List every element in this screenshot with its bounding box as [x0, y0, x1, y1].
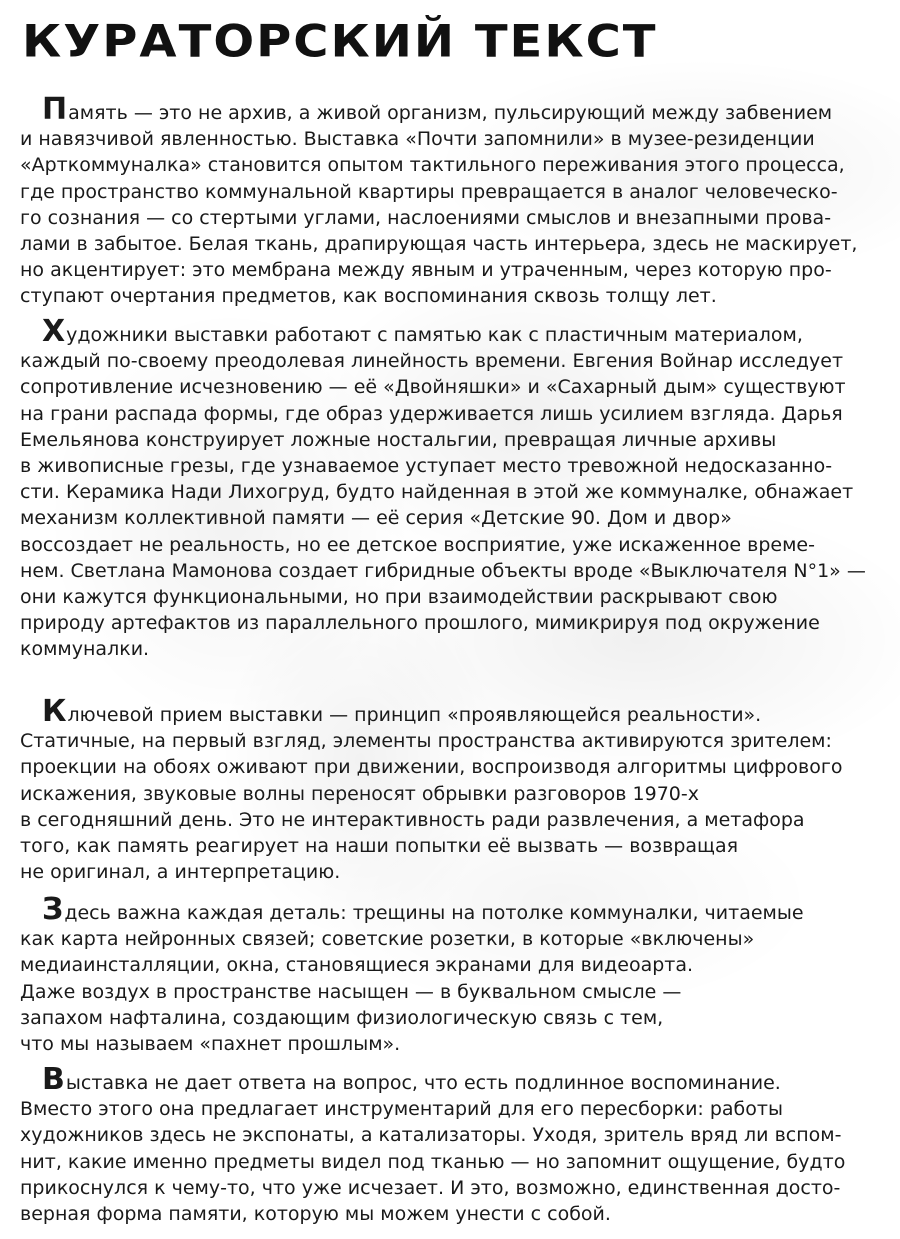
drop-cap: Х [42, 314, 66, 349]
drop-cap: К [42, 694, 67, 729]
paragraph-3 [20, 694, 843, 885]
drop-cap: В [42, 1062, 65, 1097]
page-title: КУРАТОРСКИЙ ТЕКСТ [22, 15, 658, 68]
paragraph-text: удожники выставки работают с памятью как с пластичным материалом, каждый по-своему преодолевая линейность времени. Евгения Войнар исследует сопротивление исчезновению — её «Двойняшки» и «Сахарный дым» существуют на грани распада формы, где образ удерживается лишь усилием взгляда. Дарья Емельянова конструирует ложные ностальгии, превращая личные архивы в живописные грезы, где узнаваемое уступает место тревожной недосказанно- сти. Керамика Нади Лихогруд, будто найденная в этой же коммуналке, обнажает механизм коллективной памяти — её серия «Детские 90. Дом и двор» воссоздает не реальность, но ее детское восприятие, уже искаженное време- нем. Светлана Мамонова создает гибридные объекты вроде «Выключателя N°1» — они кажутся функциональными, но при взаимодействии раскрывают свою природу артефактов из параллельного прошлого, мимикрируя под окружение коммуналки. [20, 324, 866, 661]
paragraph-text: десь важна каждая деталь: трещины на потолке коммуналки, читаемые как карта нейронных связей; советские розетки, в которые «включены» медиаинсталляции, окна, становящиеся экранами для видеоарта. Даже воздух в пространстве насыщен — в буквальном смысле — запахом нафталина, создающим физиологическую связь с тем, что мы называем «пахнет прошлым». [20, 902, 804, 1056]
paragraph-5 [20, 1062, 846, 1227]
paragraph-4 [20, 892, 804, 1057]
paragraph-text: ыставка не дает ответа на вопрос, что есть подлинное воспоминание. Вместо этого она предлагает инструментарий для его пересборки: работы художников здесь не экспонаты, а катализаторы. Уходя, зритель вряд ли вспом- нит, какие именно предметы видел под тканью — но запомнит ощущение, будто прикоснулся к чему-то, что уже исчезает. И это, возможно, единственная досто- верная форма памяти, которую мы можем унести с собой. [20, 1072, 846, 1226]
paragraph-text: лючевой прием выставки — принцип «проявляющейся реальности». Статичные, на первый взгляд, элементы пространства активируются зрителем: проекции на обоях оживают при движении, воспроизводя алгоритмы цифрового искажения, звуковые волны переносят обрывки разговоров 1970-х в сегодняшний день. Это не интерактивность ради развлечения, а метафора того, как память реагирует на наши попытки её вызвать — возвращая не оригинал, а интерпретацию. [20, 704, 843, 884]
paragraph-1 [20, 92, 858, 310]
paragraph-text: амять — это не архив, а живой организм, пульсирующий между забвением и навязчивой явленностью. Выставка «Почти запомнили» в музее-резиденции «Арткоммуналка» становится опытом тактильного переживания этого процесса, где пространство коммунальной квартиры превращается в аналог человеческо- го сознания — со стертыми углами, наслоениями смыслов и внезапными прова- лами в забытое. Белая ткань, драпирующая часть интерьера, здесь не маскирует, но акцентирует: это мембрана между явным и утраченным, через которую про- ступают очертания предметов, как воспоминания сквозь толщу лет. [20, 102, 858, 308]
paragraph-2 [20, 314, 866, 663]
drop-cap: П [42, 92, 68, 127]
drop-cap: З [42, 892, 64, 927]
